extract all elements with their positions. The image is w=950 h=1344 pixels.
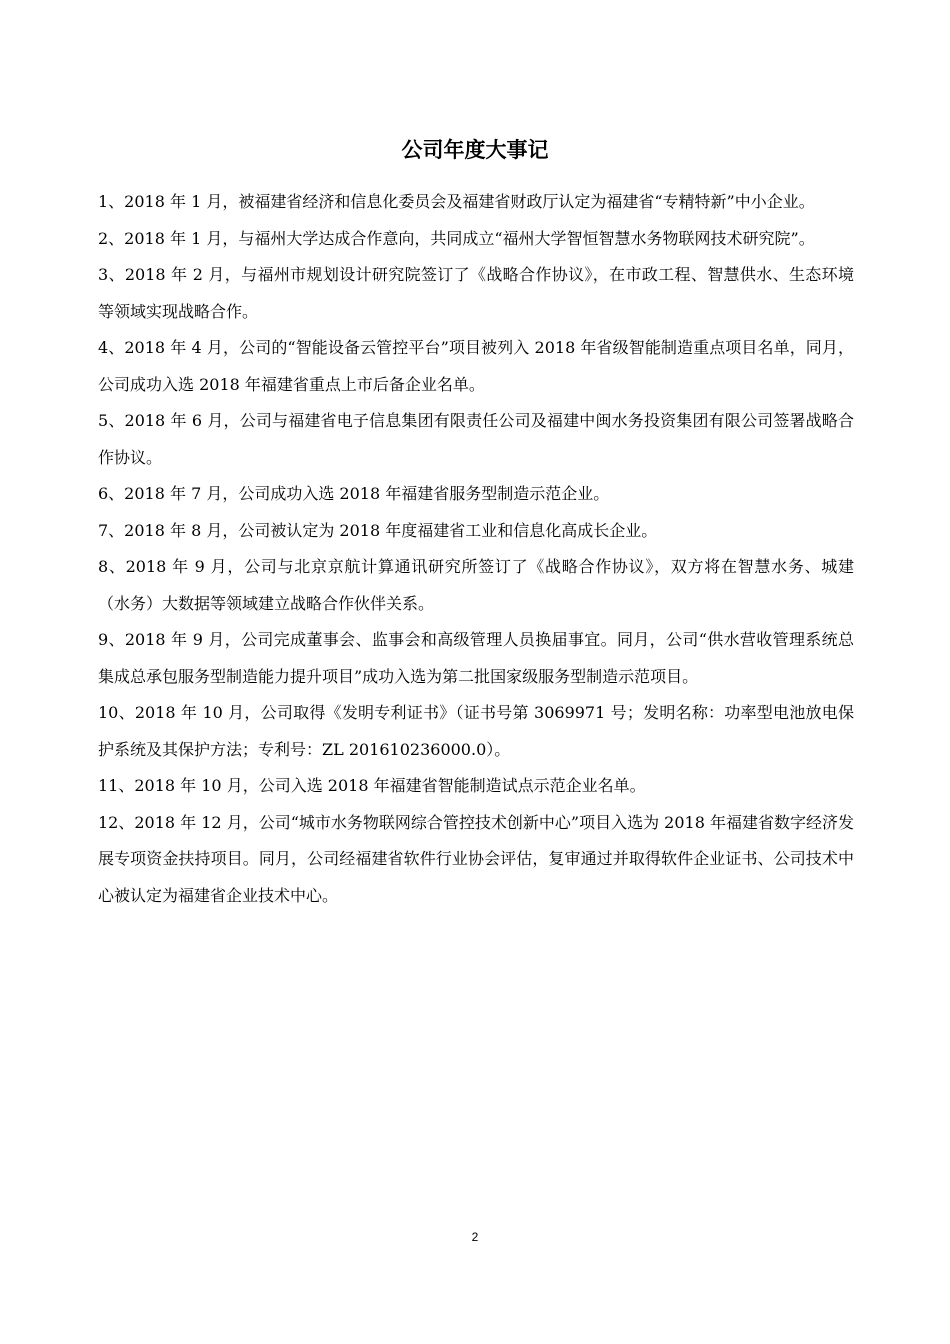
event-item: 9、2018 年 9 月，公司完成董事会、监事会和高级管理人员换届事宜。同月，公司“供水营收管理系统总集成总承包服务型制造能力提升项目”成功入选为第二批国家级服务型制造示范项目。 — [98, 630, 854, 686]
page-number: 2 — [471, 1230, 479, 1244]
event-item: 7、2018 年 8 月，公司被认定为 2018 年度福建省工业和信息化高成长企业。 — [98, 520, 658, 540]
page-title: 公司年度大事记 — [401, 138, 549, 162]
event-item: 12、2018 年 12 月，公司“城市水务物联网综合管控技术创新中心”项目入选为 2018 年福建省数字经济发展专项资金扶持项目。同月，公司经福建省软件行业协会评估，复审通过并取得软件企业证书、公司技术中心被认定为福建省企业技术中心。 — [98, 812, 854, 905]
event-list — [98, 184, 854, 914]
event-item: 3、2018 年 2 月，与福州市规划设计研究院签订了《战略合作协议》，在市政工程、智慧供水、生态环境等领域实现战略合作。 — [98, 265, 854, 321]
event-item: 4、2018 年 4 月，公司的“智能设备云管控平台”项目被列入 2018 年省级智能制造重点项目名单，同月，公司成功入选 2018 年福建省重点上市后备企业名单。 — [98, 338, 854, 394]
event-item: 10、2018 年 10 月，公司取得《发明专利证书》（证书号第 3069971 号；发明名称：功率型电池放电保护系统及其保护方法；专利号：ZL 201610236000.0）。 — [98, 703, 854, 759]
event-item: 8、2018 年 9 月，公司与北京京航计算通讯研究所签订了《战略合作协议》，双方将在智慧水务、城建（水务）大数据等领域建立战略合作伙伴关系。 — [98, 557, 854, 613]
event-item: 11、2018 年 10 月，公司入选 2018 年福建省智能制造试点示范企业名单。 — [98, 776, 646, 795]
event-item: 6、2018 年 7 月，公司成功入选 2018 年福建省服务型制造示范企业。 — [98, 484, 610, 503]
event-item: 2、2018 年 1 月，与福州大学达成合作意向，共同成立“福州大学智恒智慧水务物联网技术研究院”。 — [98, 228, 815, 248]
event-item: 1、2018 年 1 月，被福建省经济和信息化委员会及福建省财政厅认定为福建省“专精特新”中小企业。 — [98, 192, 815, 211]
event-item: 5、2018 年 6 月，公司与福建省电子信息集团有限责任公司及福建中闽水务投资集团有限公司签署战略合作协议。 — [98, 411, 854, 467]
